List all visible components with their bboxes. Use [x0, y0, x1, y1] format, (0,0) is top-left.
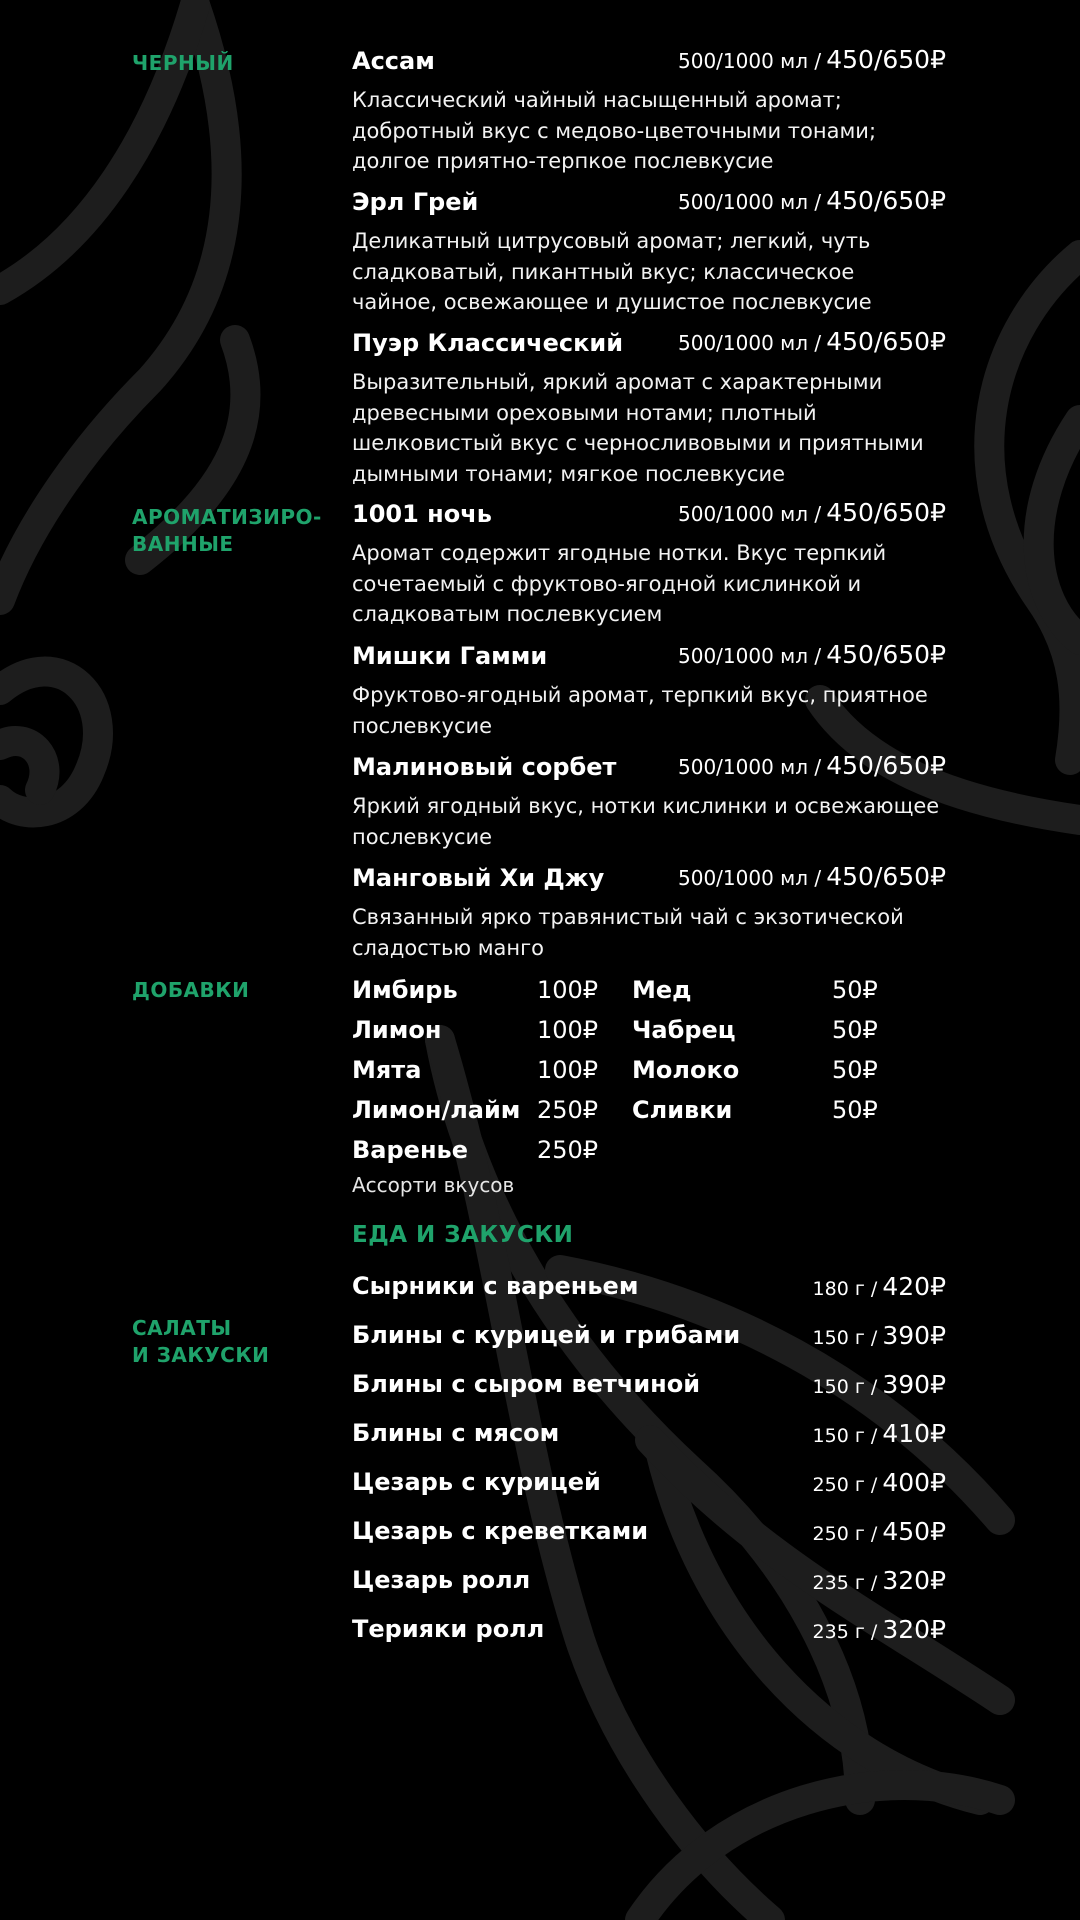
- tea-header: [352, 45, 946, 85]
- addon-name: Молоко: [632, 1056, 740, 1084]
- food-price: [813, 1468, 946, 1497]
- addon-price: 100₽: [537, 1016, 599, 1044]
- food-price: [813, 1272, 946, 1301]
- tea-price-value: 450/650₽: [826, 751, 946, 780]
- food-name: Блины с мясом: [352, 1419, 560, 1447]
- food-price: [813, 1615, 946, 1644]
- tea-price-value: 450/650₽: [826, 186, 946, 215]
- food-weight: 150 г /: [812, 1425, 878, 1447]
- tea-item: [352, 640, 946, 741]
- addon-name: Чабрец: [632, 1016, 736, 1044]
- tea-description: Деликатный цитрусовый аромат; легкий, чуть сладковатый, пикантный вкус; классическое чайное, освежающее и душистое послевкусие: [352, 229, 872, 314]
- food-row: [352, 1370, 946, 1406]
- tea-name: Эрл Грей: [352, 188, 479, 216]
- food-weight: 150 г /: [812, 1376, 878, 1398]
- food-row: [352, 1566, 946, 1602]
- tea-item: [352, 327, 946, 489]
- section-label-flavored-line1: АРОМАТИЗИРО-: [132, 505, 322, 529]
- tea-volume: 500/1000 мл /: [678, 190, 822, 214]
- tea-volume: 500/1000 мл /: [678, 644, 822, 668]
- food-price: [813, 1517, 946, 1546]
- tea-price: [678, 862, 946, 891]
- addon-name: Имбирь: [352, 976, 458, 1004]
- tea-volume: 500/1000 мл /: [678, 866, 822, 890]
- food-section-title: ЕДА И ЗАКУСКИ: [352, 1222, 574, 1248]
- food-name: Блины с курицей и грибами: [352, 1321, 741, 1349]
- tea-header: [352, 186, 946, 226]
- addon-name: Сливки: [632, 1096, 733, 1124]
- food-name: Цезарь ролл: [352, 1566, 531, 1594]
- food-price-value: 320₽: [882, 1615, 946, 1644]
- food-row: [352, 1419, 946, 1455]
- tea-name: Малиновый сорбет: [352, 753, 617, 781]
- tea-volume: 500/1000 мл /: [678, 331, 822, 355]
- addon-name: Мята: [352, 1056, 422, 1084]
- food-name: Терияки ролл: [352, 1615, 545, 1643]
- addon-name: Мед: [632, 976, 692, 1004]
- food-price-value: 320₽: [882, 1566, 946, 1595]
- tea-price-value: 450/650₽: [826, 640, 946, 669]
- section-label-salads: [132, 1315, 269, 1369]
- tea-price: [678, 45, 946, 74]
- section-label-flavored-line2: ВАННЫЕ: [132, 532, 234, 556]
- addon-price: 50₽: [832, 1056, 878, 1084]
- tea-price-value: 450/650₽: [826, 327, 946, 356]
- tea-price: [678, 186, 946, 215]
- addon-price: 50₽: [832, 1096, 878, 1124]
- tea-price: [678, 640, 946, 669]
- addon-price: 250₽: [537, 1096, 599, 1124]
- food-weight: 235 г /: [812, 1572, 878, 1594]
- food-price: [813, 1419, 946, 1448]
- tea-description: Классический чайный насыщенный аромат; добротный вкус с медово-цветочными тонами; долгое приятно-терпкое послевкусие: [352, 88, 877, 173]
- tea-item: [352, 498, 946, 630]
- tea-description: Выразительный, яркий аромат с характерными древесными ореховыми нотами; плотный шелковистый вкус с черносливовыми и приятными дымными тонами; мягкое послевкусие: [352, 370, 924, 486]
- tea-item: [352, 751, 946, 852]
- food-row: [352, 1615, 946, 1651]
- food-price-value: 390₽: [882, 1321, 946, 1350]
- food-name: Цезарь с креветками: [352, 1517, 649, 1545]
- tea-name: Мишки Гамми: [352, 642, 548, 670]
- tea-description: Аромат содержит ягодные нотки. Вкус терпкий сочетаемый с фруктово-ягодной кислинкой и сладковатым послевкусием: [352, 541, 887, 626]
- tea-header: [352, 498, 946, 538]
- addon-price: 50₽: [832, 1016, 878, 1044]
- food-row: [352, 1321, 946, 1357]
- tea-volume: 500/1000 мл /: [678, 49, 822, 73]
- tea-name: 1001 ночь: [352, 500, 492, 528]
- tea-volume: 500/1000 мл /: [678, 502, 822, 526]
- tea-price-value: 450/650₽: [826, 45, 946, 74]
- food-weight: 150 г /: [812, 1327, 878, 1349]
- tea-item: [352, 186, 946, 318]
- tea-item: [352, 45, 946, 177]
- addons-note: Ассорти вкусов: [352, 1173, 515, 1197]
- tea-volume: 500/1000 мл /: [678, 755, 822, 779]
- tea-name: Ассам: [352, 47, 435, 75]
- section-label-salads-line1: САЛАТЫ: [132, 1316, 232, 1340]
- food-price-value: 420₽: [882, 1272, 946, 1301]
- tea-description: Фруктово-ягодный аромат, терпкий вкус, приятное послевкусие: [352, 683, 928, 738]
- addon-price: 250₽: [537, 1136, 599, 1164]
- tea-header: [352, 751, 946, 791]
- tea-item: [352, 862, 946, 963]
- addon-name: Варенье: [352, 1136, 468, 1164]
- section-label-addons: ДОБАВКИ: [132, 978, 250, 1002]
- tea-price: [678, 498, 946, 527]
- tea-header: [352, 640, 946, 680]
- food-price: [813, 1370, 946, 1399]
- tea-price: [678, 327, 946, 356]
- food-weight: 235 г /: [812, 1621, 878, 1643]
- addon-price: 100₽: [537, 1056, 599, 1084]
- addon-price: 50₽: [832, 976, 878, 1004]
- food-price: [813, 1321, 946, 1350]
- tea-name: Пуэр Классический: [352, 329, 624, 357]
- section-label-salads-line2: И ЗАКУСКИ: [132, 1343, 270, 1367]
- food-price-value: 410₽: [882, 1419, 946, 1448]
- section-label-black: ЧЕРНЫЙ: [132, 51, 234, 75]
- addon-name: Лимон/лайм: [352, 1096, 521, 1124]
- tea-header: [352, 327, 946, 367]
- food-price: [813, 1566, 946, 1595]
- tea-description: Яркий ягодный вкус, нотки кислинки и освежающее послевкусие: [352, 794, 940, 849]
- food-row: [352, 1272, 946, 1308]
- food-row: [352, 1468, 946, 1504]
- food-price-value: 390₽: [882, 1370, 946, 1399]
- food-name: Цезарь с курицей: [352, 1468, 601, 1496]
- food-name: Блины с сыром ветчиной: [352, 1370, 701, 1398]
- addon-name: Лимон: [352, 1016, 442, 1044]
- tea-description: Связанный ярко травянистый чай с экзотической сладостью манго: [352, 905, 904, 960]
- section-label-flavored: [132, 504, 322, 558]
- addon-price: 100₽: [537, 976, 599, 1004]
- tea-price-value: 450/650₽: [826, 498, 946, 527]
- food-weight: 180 г /: [812, 1278, 878, 1300]
- tea-name: Манговый Хи Джу: [352, 864, 605, 892]
- food-price-value: 450₽: [882, 1517, 946, 1546]
- food-name: Сырники с вареньем: [352, 1272, 639, 1300]
- food-weight: 250 г /: [812, 1523, 878, 1545]
- tea-price: [678, 751, 946, 780]
- tea-header: [352, 862, 946, 902]
- food-price-value: 400₽: [882, 1468, 946, 1497]
- tea-price-value: 450/650₽: [826, 862, 946, 891]
- food-weight: 250 г /: [812, 1474, 878, 1496]
- food-row: [352, 1517, 946, 1553]
